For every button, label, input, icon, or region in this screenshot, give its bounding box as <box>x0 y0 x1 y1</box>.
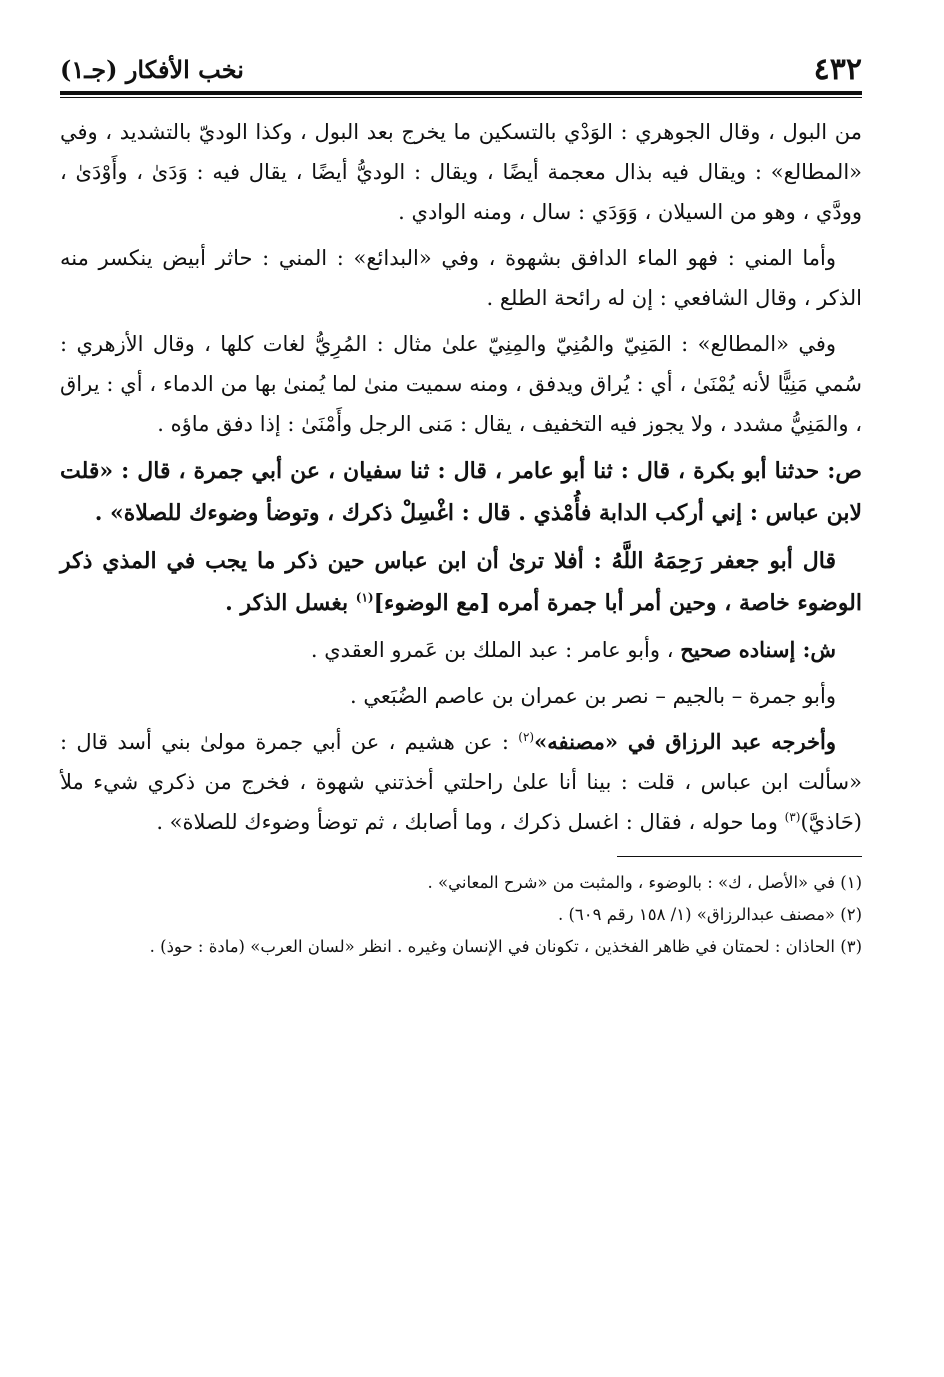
book-title: نخب الأفكار (جـ١) <box>60 55 244 84</box>
body-text <box>60 112 862 842</box>
footnote-1: (١) في «الأصل ، ك» : بالوضوء ، والمثبت من «شرح المعاني» . <box>427 873 862 892</box>
book-page <box>60 52 862 963</box>
hadith-text: ص: حدثنا أبو بكرة ، قال : ثنا أبو عامر ، قال : ثنا سفيان ، عن أبي جمرة ، قال : «قلت لابن عباس : إني أركب الدابة فأُمْذي . قال : اغْسِلْ ذكرك ، وتوضأ وضوءك للصلاة» . <box>60 458 862 526</box>
takhrij-paragraph <box>60 722 862 842</box>
takhrij-text-a: : عن هشيم ، عن أبي جمرة مولىٰ بني أسد قال : «سألت ابن عباس ، قلت : بينا أنا علىٰ راحلتي أخذتني شهوة ، فخرج من ذكري شيء ملأ (حَاذيَّ) <box>60 730 862 834</box>
author-comment-a: قال أبو جعفر رَحِمَهُ اللَّهُ : أفلا ترىٰ أن ابن عباس حين ذكر ما يجب في المذي ذكر الوضوء خاصة ، وحين أمر أبا جمرة أمره [مع الوضوء] <box>60 548 862 616</box>
narrator-note: وأبو جمرة – بالجيم – نصر بن عمران بن عاصم الضُبَعي . <box>350 684 836 708</box>
running-header <box>60 52 862 88</box>
commentary-isnad <box>60 630 862 670</box>
author-comment <box>60 540 862 624</box>
author-comment-b: بغسل الذكر . <box>225 590 356 616</box>
footnote-separator <box>617 856 862 857</box>
commentary-rest: ، وأبو عامر : عبد الملك بن عَمرو العقدي . <box>310 638 674 662</box>
commentary-lead: ش: إسناده صحيح <box>680 637 836 662</box>
paragraph-mani: وأما المني : فهو الماء الدافق بشهوة ، وفي «البدائع» : المني : حاثر أبيض ينكسر منه الذكر ، وقال الشافعي : إن له رائحة الطلع . <box>60 246 862 310</box>
footnote-ref-1[interactable]: (١) <box>355 590 374 605</box>
header-rule <box>60 91 862 95</box>
footnote-ref-2[interactable]: (٢) <box>518 730 535 744</box>
page-number: ٤٣٢ <box>813 52 862 87</box>
footnote-3: (٣) الحاذان : لحمتان في ظاهر الفخذين ، تكونان في الإنسان وغيره . انظر «لسان العرب» (مادة : حوذ) . <box>149 937 862 956</box>
paragraph-wady: من البول ، وقال الجوهري : الوَدْي بالتسكين ما يخرج بعد البول ، وكذا الوديّ بالتشديد ، وفي «المطالع» : ويقال فيه بذال معجمة أيضًا ، ويقال : الوديُّ أيضًا ، يقال فيه : وَدَىٰ ، وأَوْدَىٰ ، وودَّي ، وهو من السيلان ، وَوَدَي : سال ، ومنه الوادي . <box>60 120 862 224</box>
takhrij-text-b: وما حوله ، فقال : اغسل ذكرك ، وما أصابك ، ثم توضأ وضوءك للصلاة» . <box>156 810 785 834</box>
header-rule-thin <box>60 97 862 98</box>
takhrij-lead: وأخرجه عبد الرزاق في «مصنفه» <box>534 729 836 754</box>
footnote-ref-3[interactable]: (٣) <box>784 810 801 824</box>
footnotes <box>60 867 862 963</box>
footnote-2: (٢) «مصنف عبدالرزاق» (١/ ١٥٨ رقم ٦٠٩) . <box>557 905 862 924</box>
paragraph-mataliʿ: وفي «المطالع» : المَنِيّ والمُنِيّ والمِنِيّ علىٰ مثال : المُرِيُّ لغات كلها ، وقال الأزهري : سُمي مَنِيًّا لأنه يُمْنَىٰ ، أي : يُراق ويدفق ، ومنه سميت منىٰ لما يُمنىٰ بها من الدماء ، أي : يراق ، والمَنِيُّ مشدد ، ولا يجوز فيه التخفيف ، يقال : مَنى الرجل وأَمْنَىٰ : إذا دفق ماؤه . <box>60 332 862 436</box>
